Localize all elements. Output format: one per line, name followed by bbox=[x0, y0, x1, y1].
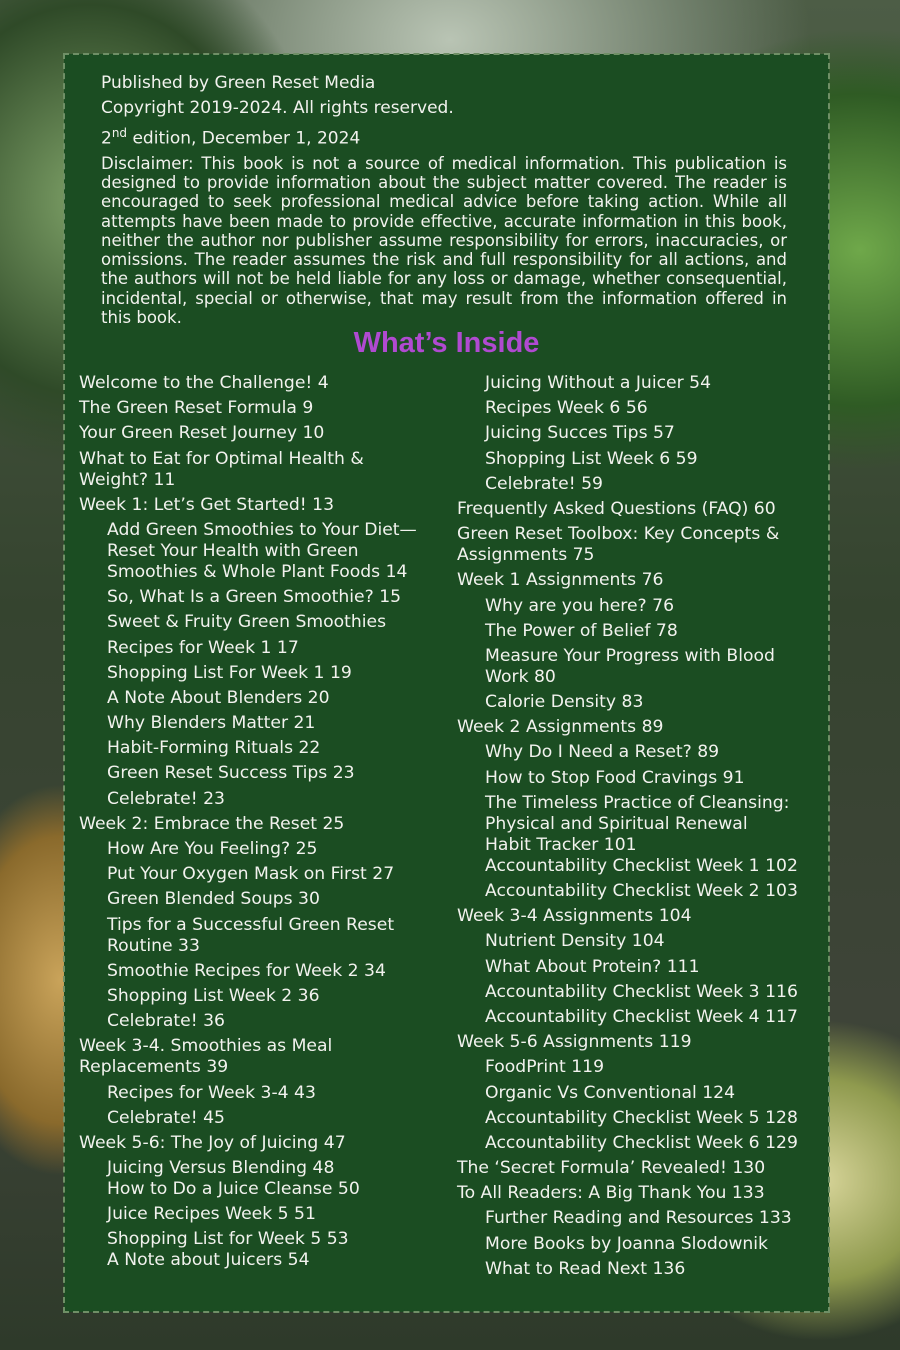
toc-entry: Week 5-6 Assignments 119 bbox=[457, 1032, 692, 1053]
toc-entry: Welcome to the Challenge! 4 bbox=[79, 373, 329, 393]
toc-entry: The ‘Secret Formula’ Revealed! 130 bbox=[457, 1158, 766, 1179]
toc-entry: Green Reset Toolbox: Key Concepts & Assignments 75 bbox=[457, 524, 780, 566]
toc-subentry: How Are You Feeling? 25 bbox=[107, 839, 318, 859]
copyright-line: Copyright 2019-2024. All rights reserved. bbox=[101, 98, 454, 118]
toc-entry: Week 3-4. Smoothies as Meal Replacements 39 bbox=[79, 1036, 333, 1078]
toc-subentry: Put Your Oxygen Mask on First 27 bbox=[107, 864, 395, 885]
toc-subentry: Juicing Succes Tips 57 bbox=[485, 423, 675, 444]
toc-subentry: Habit-Forming Rituals 22 bbox=[107, 738, 321, 759]
toc-subentry: Measure Your Progress with Blood Work 80 bbox=[485, 645, 775, 687]
toc-entry: Week 2 Assignments 89 bbox=[457, 717, 664, 738]
edition-number: 2 bbox=[101, 128, 112, 149]
front-matter bbox=[101, 71, 787, 327]
toc-subentry: Why are you here? 76 bbox=[485, 595, 675, 616]
toc-subentry: Why Do I Need a Reset? 89 bbox=[485, 742, 720, 763]
toc-subentry: Why Blenders Matter 21 bbox=[107, 713, 316, 734]
toc-subentry: Tips for a Successful Green Reset Routine 33 bbox=[107, 914, 395, 956]
toc-entry: Week 3-4 Assignments 104 bbox=[457, 906, 692, 927]
toc-subentry: A Note About Blenders 20 bbox=[107, 687, 330, 708]
toc-subentry: Celebrate! 23 bbox=[107, 788, 225, 809]
publisher-line: Published by Green Reset Media bbox=[101, 73, 376, 93]
toc-subentry: Accountability Checklist Week 2 103 bbox=[485, 881, 798, 901]
toc-subentry: The Timeless Practice of Cleansing: Physical and Spiritual Renewal bbox=[485, 792, 790, 834]
toc-subentry: Accountability Checklist Week 5 128 bbox=[485, 1107, 798, 1128]
toc-subentry: Calorie Density 83 bbox=[485, 692, 644, 713]
toc-entry: Week 1: Let’s Get Started! 13 bbox=[79, 494, 335, 515]
toc-subentry: Shopping List Week 2 36 bbox=[107, 985, 320, 1006]
toc-subentry: Celebrate! 36 bbox=[107, 1011, 225, 1032]
toc-entry: What to Eat for Optimal Health & Weight? 11 bbox=[79, 448, 364, 490]
toc-subentry: Shopping List for Week 5 53 bbox=[107, 1229, 349, 1250]
toc-entry: Your Green Reset Journey 10 bbox=[79, 423, 325, 444]
toc-right-column bbox=[457, 373, 817, 1284]
toc-subentry: The Power of Belief 78 bbox=[485, 620, 678, 641]
toc-subentry: Accountability Checklist Week 1 102 bbox=[485, 855, 798, 876]
copyright-page-panel bbox=[64, 54, 829, 1312]
toc-entry: Week 5-6: The Joy of Juicing 47 bbox=[79, 1132, 346, 1153]
toc-subentry: Recipes for Week 3-4 43 bbox=[107, 1082, 316, 1103]
toc-subentry: A Note about Juicers 54 bbox=[107, 1250, 310, 1271]
toc-subentry: What to Read Next 136 bbox=[485, 1258, 686, 1279]
toc-left-column bbox=[79, 373, 439, 1276]
disclaimer: Disclaimer: This book is not a source of medical information. This publication is designed to provide information about the subject matter covered. The reader is encouraged to seek professional medical advice before taking action. While all attempts have been made to provide effective, accurate information in this book, neither the author nor publisher assume responsibility for errors, inaccuracies, or omissions. The reader assumes the risk and full responsibility for all actions, and the authors will not be held liable for any loss or damage, whether consequential, incidental, special or otherwise, that may result from the information offered in this book. bbox=[101, 153, 787, 328]
toc-subentry: Habit Tracker 101 bbox=[485, 834, 637, 855]
toc-subentry: Accountability Checklist Week 4 117 bbox=[485, 1006, 798, 1027]
toc-entry: Week 1 Assignments 76 bbox=[457, 570, 664, 591]
toc-subentry: Green Blended Soups 30 bbox=[107, 889, 320, 910]
toc-subentry: FoodPrint 119 bbox=[485, 1057, 605, 1078]
toc-subentry: How to Do a Juice Cleanse 50 bbox=[107, 1179, 360, 1200]
toc-subentry: Further Reading and Resources 133 bbox=[485, 1208, 792, 1229]
toc-title: What’s Inside bbox=[353, 327, 540, 359]
toc-subentry: Shopping List Week 6 59 bbox=[485, 448, 698, 469]
edition-line bbox=[101, 121, 787, 152]
toc-subentry: Juice Recipes Week 5 51 bbox=[107, 1204, 316, 1225]
toc-entry: The Green Reset Formula 9 bbox=[79, 398, 314, 419]
toc-subentry: So, What Is a Green Smoothie? 15 bbox=[107, 587, 402, 608]
toc-entry: Frequently Asked Questions (FAQ) 60 bbox=[457, 498, 776, 519]
toc-subentry: Juicing Versus Blending 48 bbox=[107, 1158, 335, 1179]
toc-subentry: Organic Vs Conventional 124 bbox=[485, 1082, 736, 1103]
toc-subentry: Green Reset Success Tips 23 bbox=[107, 763, 355, 784]
toc-subentry: What About Protein? 111 bbox=[485, 956, 700, 977]
toc-subentry: Juicing Without a Juicer 54 bbox=[485, 373, 712, 393]
toc-subentry: Celebrate! 59 bbox=[485, 473, 603, 494]
toc-subentry: Accountability Checklist Week 6 129 bbox=[485, 1132, 798, 1153]
toc-subentry: Sweet & Fruity Green Smoothies bbox=[107, 612, 387, 633]
toc-subentry: Nutrient Density 104 bbox=[485, 931, 665, 952]
toc-subentry: Recipes Week 6 56 bbox=[485, 398, 648, 419]
toc-subentry: Accountability Checklist Week 3 116 bbox=[485, 981, 798, 1002]
toc-entry: To All Readers: A Big Thank You 133 bbox=[457, 1183, 765, 1204]
toc-subentry: How to Stop Food Cravings 91 bbox=[485, 767, 745, 788]
toc-subentry: Recipes for Week 1 17 bbox=[107, 637, 299, 658]
edition-suffix: nd bbox=[111, 126, 128, 140]
toc-subentry: More Books by Joanna Slodownik bbox=[485, 1233, 769, 1254]
toc-entry: Week 2: Embrace the Reset 25 bbox=[79, 813, 345, 834]
toc-subentry: Shopping List For Week 1 19 bbox=[107, 662, 352, 683]
toc-subentry: Add Green Smoothies to Your Diet—Reset Your Health with Green Smoothies & Whole Plant Foods 14 bbox=[107, 519, 417, 582]
toc-subentry: Smoothie Recipes for Week 2 34 bbox=[107, 960, 386, 981]
edition-date: edition, December 1, 2024 bbox=[127, 128, 361, 149]
toc-subentry: Celebrate! 45 bbox=[107, 1107, 225, 1128]
